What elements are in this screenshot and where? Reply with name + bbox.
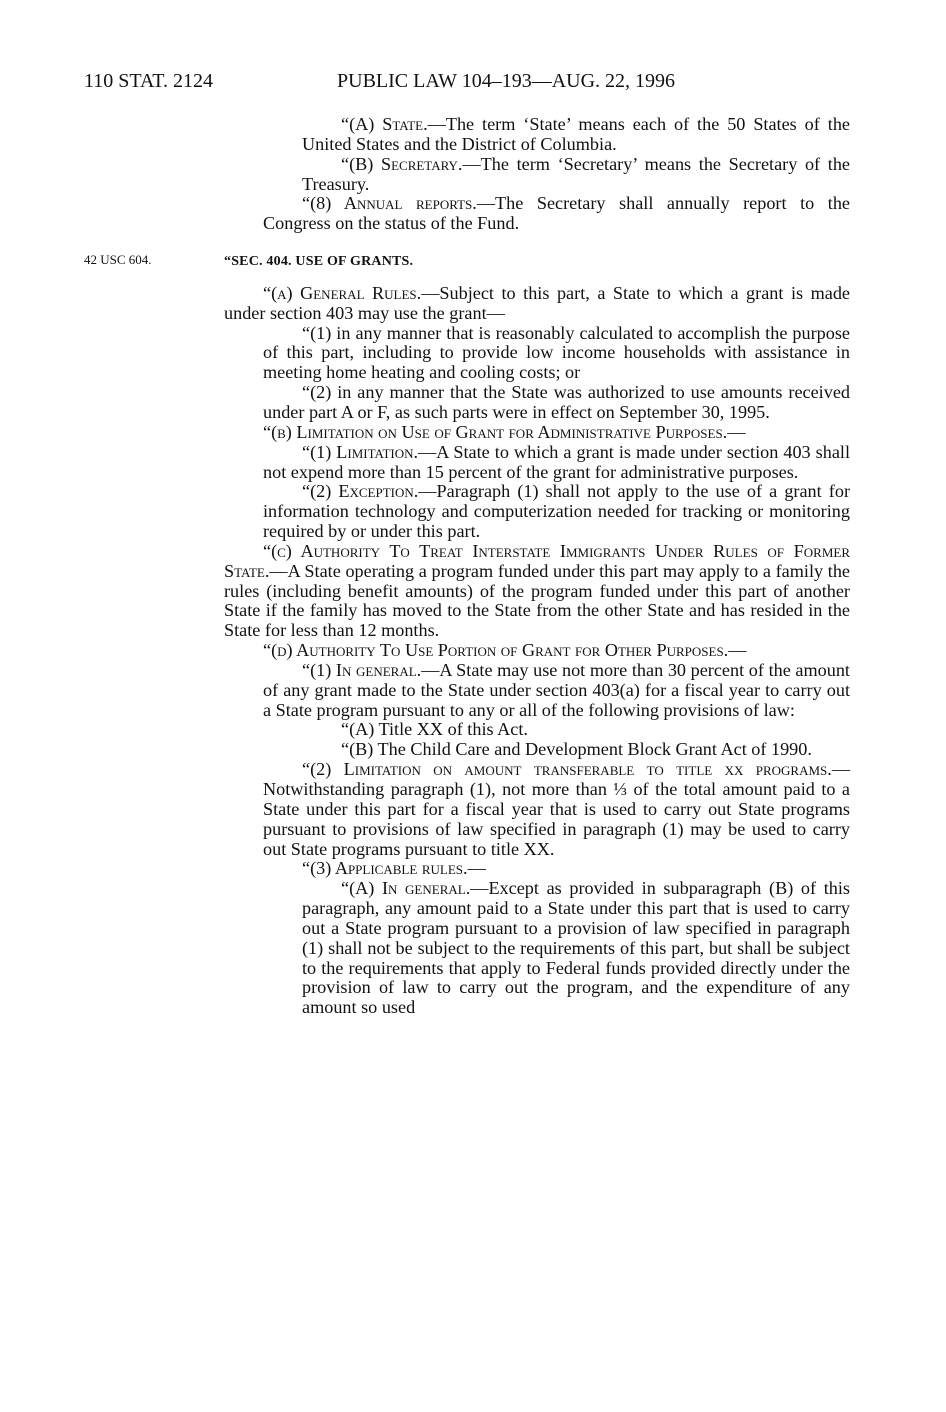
subsection-d-paragraph-2: [224, 760, 850, 859]
subsection-a-paragraph-1: “(1) in any manner that is reasonably calculated to accomplish the purpose of this part, including to provide low income households with assistance in meeting home heating and cooling costs; or: [263, 322, 850, 383]
subsection-d-paragraph-3: [224, 859, 850, 879]
page-header: [84, 70, 864, 100]
definition-secretary: [224, 155, 850, 195]
public-law-citation: PUBLIC LAW 104–193—AUG. 22, 1996: [337, 70, 676, 92]
usc-margin-note: 42 USC 604.: [84, 252, 152, 267]
b2-text: —Paragraph (1) shall not apply to the use of a grant for information technology and computerization needed for tracking or monitoring required by or under this part.: [263, 481, 851, 542]
definition-state-label: “(A) State.: [341, 114, 428, 134]
d1-subparagraph-a: “(A) Title XX of this Act.: [341, 719, 528, 740]
subsection-d: [224, 641, 850, 661]
subsection-c-label: “(c) Authority To Treat Interstate Immigrants Under Rules of Former State.: [224, 540, 850, 581]
d1-text: —A State may use not more than 30 percent of the amount of any grant made to the State under section 403(a) for a fiscal year to carry out a State program pursuant to any or all of the following provisions of law:: [263, 659, 850, 720]
subsection-d-paragraph-1: [224, 661, 850, 721]
definition-state: [224, 115, 850, 155]
d2-text: —Notwithstanding paragraph (1), not more than ⅓ of the total amount paid to a State under this part for a fiscal year that is used to carry out State programs pursuant to provisions of law specified in paragraph (1) may be used to carry out State programs pursuant to title XX.: [263, 759, 850, 859]
annual-reports-text: —The Secretary shall annually report to the Congress on the status of the Fund.: [263, 193, 850, 234]
d3-label: “(3) Applicable rules.: [302, 858, 468, 879]
subsection-b-paragraph-2: [224, 482, 850, 542]
subsection-a-text: —Subject to this part, a State to which a grant is made under section 403 may use the grant—: [224, 282, 851, 323]
subsection-b-paragraph-1: [224, 443, 850, 483]
d1-label: “(1) In general.: [302, 659, 422, 680]
subsection-b-label: “(b) Limitation on Use of Grant for Administrative Purposes.: [263, 421, 728, 442]
definition-state-text: —The term ‘State’ means each of the 50 States of the United States and the District of Columbia.: [302, 114, 850, 154]
subsection-a-paragraph-2: “(2) in any manner that the State was authorized to use amounts received under part A or F, as such parts were in effect on September 30, 1995.: [263, 382, 850, 422]
d3a-label: “(A) In general.: [341, 878, 471, 899]
d2-label: “(2) Limitation on amount transferable to title xx programs.: [302, 759, 832, 780]
d3-dash: —: [467, 858, 486, 879]
d3a-text: —Except as provided in subparagraph (B) of this paragraph, any amount paid to a State under this part that is used to carry out a State program pursuant to a provision of law specified in paragraph (1) shall not be subject to the requirements of this part, but shall be subject to the requirements that apply to Federal funds provided directly under the provision of law to carry out the program, and the expenditure of any amount so used: [302, 878, 850, 1018]
d3-subparagraph-a: [224, 879, 850, 1018]
subsection-a-label: “(a) General Rules.: [263, 282, 422, 303]
definition-secretary-text: —The term ‘Secretary’ means the Secretary of the Treasury.: [302, 153, 850, 194]
b1-text: —A State to which a grant is made under section 403 shall not expend more than 15 percent of the grant for administrative purposes.: [263, 441, 851, 482]
section-heading: “SEC. 404. USE OF GRANTS.: [224, 254, 414, 270]
subsection-b: [224, 423, 850, 443]
subsection-d-dash: —: [728, 640, 747, 661]
document-body: [224, 115, 850, 1018]
annual-reports-label: “(8) Annual reports.: [302, 193, 477, 214]
b1-label: “(1) Limitation.: [302, 441, 419, 462]
b2-label: “(2) Exception.: [302, 481, 419, 502]
stat-page-number: 110 STAT. 2124: [84, 70, 213, 92]
definition-secretary-label: “(B) Secretary.: [341, 153, 463, 174]
subsection-c: [224, 542, 850, 641]
d1-subparagraph-b: “(B) The Child Care and Development Block Grant Act of 1990.: [341, 739, 812, 760]
subsection-c-text: —A State operating a program funded under this part may apply to a family the rules (including benefit amounts) of the program funded under this part of another State if the family has moved to the State from the other State and has resided in the State for less than 12 months.: [224, 560, 850, 641]
subsection-a: [224, 284, 850, 324]
subsection-d-label: “(d) Authority To Use Portion of Grant for Other Purposes.: [263, 640, 729, 661]
paragraph-annual-reports: [224, 194, 850, 234]
subsection-b-dash: —: [727, 421, 746, 442]
